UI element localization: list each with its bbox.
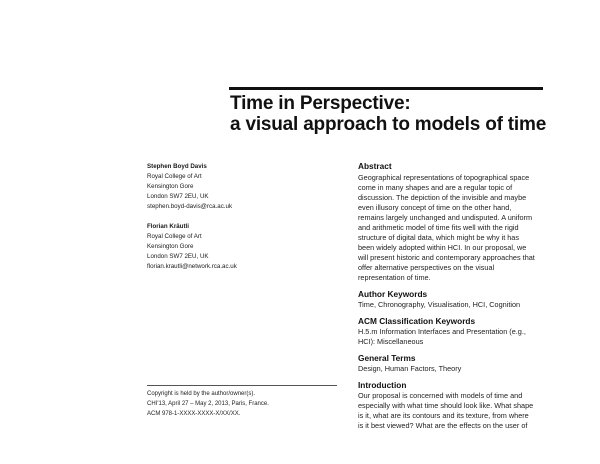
text-line: Design, Human Factors, Theory [358, 364, 462, 373]
copyright-line: Copyright is held by the author/owner(s). [147, 391, 256, 397]
text-line: will present historic and contemporary approaches that [358, 253, 535, 262]
author-2 [147, 222, 322, 272]
author-address: Kensington Gore [147, 183, 194, 190]
author-affiliation: Royal College of Art [147, 173, 202, 180]
author-address: Kensington Gore [147, 243, 194, 250]
keywords-text [358, 300, 558, 310]
text-line: representation of time. [358, 273, 431, 282]
paper-title [230, 93, 560, 135]
author-address: London SW7 2EU, UK [147, 193, 209, 200]
introduction-text [358, 391, 558, 431]
text-line: Geographical representations of topographical space [358, 173, 530, 182]
text-line: H.5.m Information Interfaces and Presentation (e.g., [358, 327, 526, 336]
author-name: Florian Kräutli [147, 223, 189, 230]
text-line: HCI): Miscellaneous [358, 337, 424, 346]
copyright-line: ACM 978-1-XXXX-XXXX-X/XX/XX. [147, 411, 241, 417]
copyright-line: CHI'13, April 27 – May 2, 2013, Paris, France. [147, 401, 269, 407]
abstract-text [358, 173, 558, 283]
section-heading: Abstract [358, 161, 392, 171]
text-line: especially with what time should look like. What shape [358, 401, 534, 410]
text-line: structure of digital data, which might be why it has [358, 233, 520, 242]
section-heading: ACM Classification Keywords [358, 316, 476, 326]
text-line: Our proposal is concerned with models of time and [358, 391, 523, 400]
section-abstract [358, 161, 558, 283]
section-author-keywords [358, 289, 558, 310]
author-email: stephen.boyd-davis@rca.ac.uk [147, 203, 233, 210]
text-line: discussion. The depiction of the invisible and maybe [358, 193, 527, 202]
section-heading: General Terms [358, 353, 416, 363]
author-name: Stephen Boyd Davis [147, 163, 207, 170]
section-general-terms [358, 353, 558, 374]
section-acm-classification [358, 316, 558, 347]
section-heading: Author Keywords [358, 289, 428, 299]
acm-text [358, 327, 558, 347]
text-line: remains largely unchanged and undisputed. A uniform [358, 213, 533, 222]
right-column [358, 161, 558, 437]
text-line: come in many shapes and are a regular topic of [358, 183, 513, 192]
author-affiliation: Royal College of Art [147, 233, 202, 240]
author-address: London SW7 2EU, UK [147, 253, 209, 260]
copyright-rule [147, 385, 337, 386]
title-line-1: Time in Perspective: [230, 93, 411, 114]
text-line: Time, Chronography, Visualisation, HCI, Cognition [358, 300, 521, 309]
title-line-2: a visual approach to models of time [230, 114, 547, 135]
author-block [147, 162, 322, 282]
author-1 [147, 162, 322, 212]
text-line: and arithmetic model of time fits well with the rigid [358, 223, 519, 232]
text-line: is it best viewed? What are the effects on the user of [358, 421, 528, 430]
text-line: offer alternative perspectives on the visual [358, 263, 495, 272]
section-introduction [358, 380, 558, 431]
section-heading: Introduction [358, 380, 407, 390]
general-terms-text [358, 364, 558, 374]
author-email: florian.krautli@network.rca.ac.uk [147, 263, 237, 270]
title-rule [229, 87, 543, 90]
text-line: is it, what are its contours and its texture, from where [358, 411, 529, 420]
copyright-block [147, 385, 337, 419]
text-line: even illusory concept of time on the other hand, [358, 203, 512, 212]
text-line: been widely adopted within HCI. In our proposal, we [358, 243, 527, 252]
